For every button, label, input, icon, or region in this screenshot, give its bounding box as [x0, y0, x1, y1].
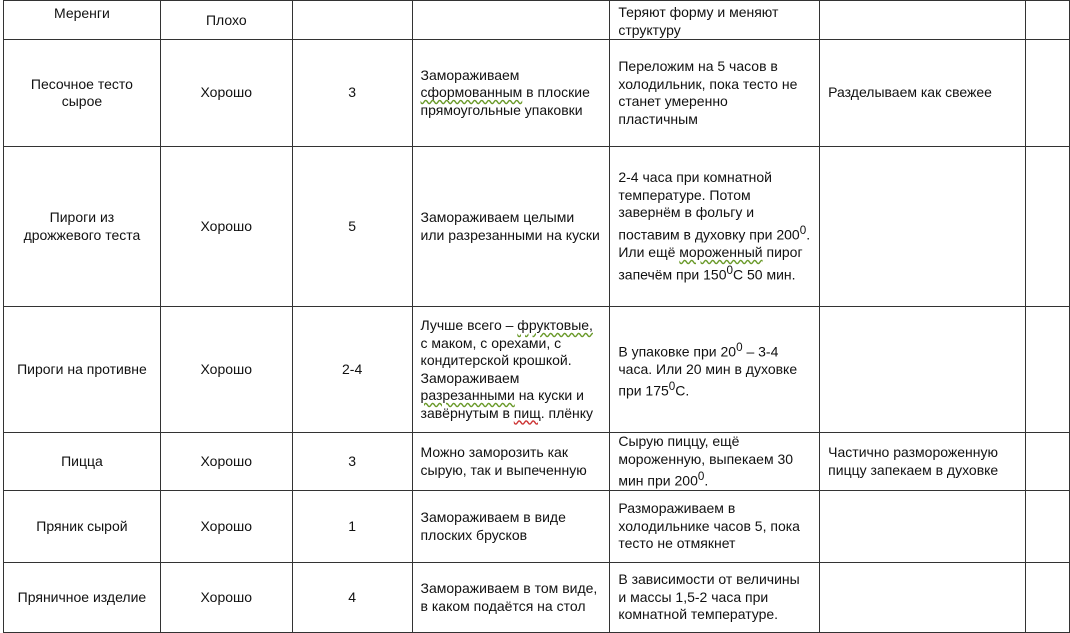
quality-cell: Хорошо [160, 307, 292, 433]
table-row [4, 40, 1070, 147]
quality-cell: Хорошо [160, 433, 292, 491]
note-cell [820, 307, 1026, 433]
method-cell: Лучше всего – фруктовые, с маком, с орехами, с кондитерской крошкой. Замораживаем разрезанными на куски и завёрнутым в пищ. плёнку [412, 307, 610, 433]
defrost-cell: В зависимости от величины и массы 1,5-2 часа при комнатной температуре. [610, 563, 820, 633]
method-cell: Можно заморозить как сырую, так и выпеченную [412, 433, 610, 491]
product-cell: Пироги на противне [4, 307, 161, 433]
empty-cell [1026, 491, 1070, 563]
defrost-cell: Сырую пиццу, ещё мороженную, выпекаем 30 мин при $200^0$. [610, 433, 820, 491]
months-cell: 5 [292, 147, 412, 307]
product-cell: Меренги [4, 1, 161, 40]
note-cell [820, 563, 1026, 633]
months-cell: 3 [292, 40, 412, 147]
product-cell: Пряничное изделие [4, 563, 161, 633]
empty-cell [1026, 147, 1070, 307]
table-row [4, 433, 1070, 491]
table-row [4, 491, 1070, 563]
note-cell: Частично размороженную пиццу запекаем в духовке [820, 433, 1026, 491]
empty-cell [1026, 563, 1070, 633]
quality-cell: Плохо [160, 1, 292, 40]
method-cell: Замораживаем сформованным в плоские прямоугольные упаковки [412, 40, 610, 147]
note-cell: Разделываем как свежее [820, 40, 1026, 147]
months-cell: 4 [292, 563, 412, 633]
product-cell: Пицца [4, 433, 161, 491]
empty-cell [1026, 433, 1070, 491]
method-cell: Замораживаем в том виде, в каком подаётся на стол [412, 563, 610, 633]
months-cell [292, 1, 412, 40]
table-row [4, 147, 1070, 307]
method-cell: Замораживаем в виде плоских брусков [412, 491, 610, 563]
empty-cell [1026, 1, 1070, 40]
table-row [4, 1, 1070, 40]
product-cell: Пряник сырой [4, 491, 161, 563]
product-cell: Песочное тесто сырое [4, 40, 161, 147]
quality-cell: Хорошо [160, 147, 292, 307]
note-cell [820, 147, 1026, 307]
defrost-cell: Размораживаем в холодильнике часов 5, пока тесто не отмякнет [610, 491, 820, 563]
method-cell: Замораживаем целыми или разрезанными на куски [412, 147, 610, 307]
table-row [4, 563, 1070, 633]
months-cell: 3 [292, 433, 412, 491]
table-row [4, 307, 1070, 433]
defrost-cell: В упаковке при $20^0 - 3-4$ часа. Или 20 мин в духовке при $175^0С$. [610, 307, 820, 433]
quality-cell: Хорошо [160, 563, 292, 633]
defrost-cell: Теряют форму и меняют структуру [610, 1, 820, 40]
months-cell: 1 [292, 491, 412, 563]
months-cell: 2-4 [292, 307, 412, 433]
note-cell [820, 1, 1026, 40]
note-cell [820, 491, 1026, 563]
quality-cell: Хорошо [160, 491, 292, 563]
quality-cell: Хорошо [160, 40, 292, 147]
freezing-table [3, 0, 1070, 633]
defrost-cell: 2-4 часа при комнатной температуре. Потом завернём в фольгу и поставим в духовку при $200^0$. Или ещё мороженный пирог запечём при $150^0С$ 50 мин. [610, 147, 820, 307]
defrost-cell: Переложим на 5 часов в холодильник, пока тесто не станет умеренно пластичным [610, 40, 820, 147]
method-cell [412, 1, 610, 40]
empty-cell [1026, 307, 1070, 433]
empty-cell [1026, 40, 1070, 147]
product-cell: Пироги из дрожжевого теста [4, 147, 161, 307]
